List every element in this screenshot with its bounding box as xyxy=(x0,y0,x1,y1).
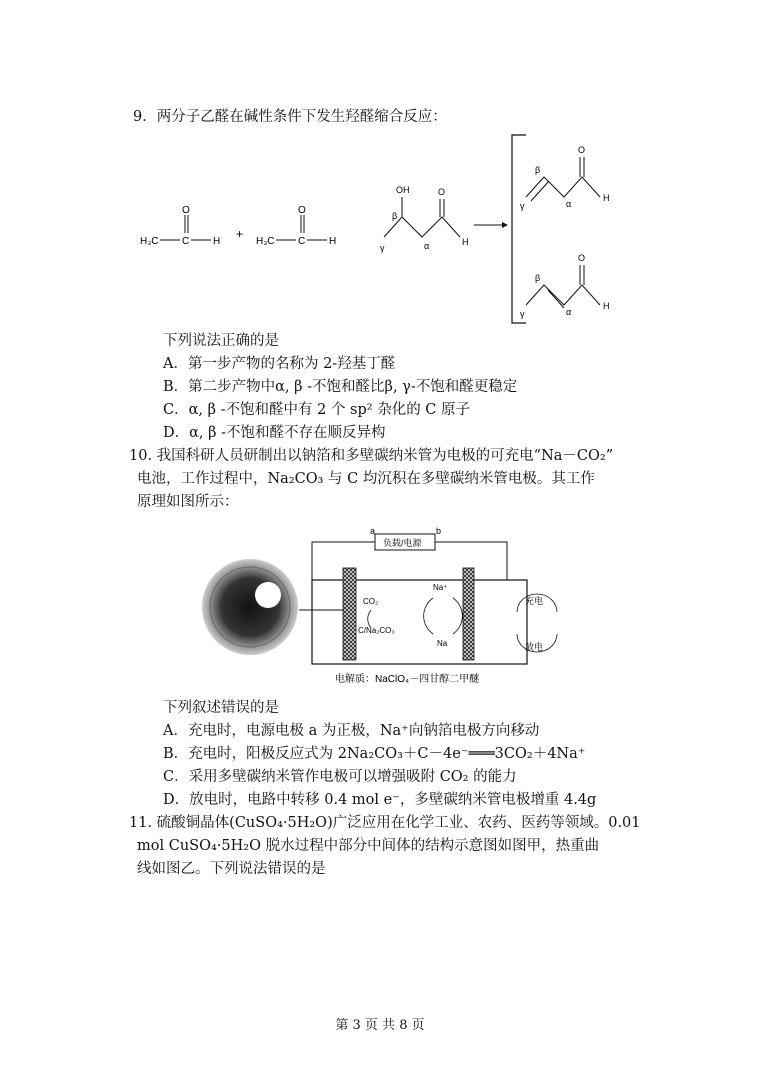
product-bracket xyxy=(512,135,526,323)
svg-text:β: β xyxy=(535,165,541,175)
svg-text:α: α xyxy=(424,241,430,251)
q9-option-d: D．α, β -不饱和醛不存在顺反异构 xyxy=(163,425,386,441)
svg-text:a: a xyxy=(370,526,376,536)
battery-diagram xyxy=(195,522,565,692)
co2-label: CO₂ xyxy=(363,597,379,606)
svg-text:H₃C: H₃C xyxy=(256,236,275,247)
q11-line3: 线如图乙。下列说法错误的是 xyxy=(137,861,326,877)
right-electrode xyxy=(463,568,474,660)
nanotube-cross-section xyxy=(202,559,345,655)
svg-text:α: α xyxy=(566,199,572,209)
beta-gamma-unsaturated-aldehyde xyxy=(520,145,610,211)
q10-option-a: A．充电时，电源电极 a 为正极，Na⁺向钠箔电极方向移动 xyxy=(163,723,540,739)
q10-stem-line3: 原理如图所示： xyxy=(137,494,239,510)
q10-option-b: B．充电时，阳极反应式为 2Na₂CO₃＋C－4e⁻═══3CO₂＋4Na⁺ xyxy=(163,746,586,762)
svg-text:H: H xyxy=(603,301,610,311)
svg-text:H: H xyxy=(213,236,221,247)
svg-text:b: b xyxy=(436,526,442,536)
q10-option-d: D．放电时，电路中转移 0.4 mol e⁻，多壁碳纳米管电极增重 4.4g xyxy=(163,792,597,808)
na-plus-label: Na⁺ xyxy=(433,583,448,592)
acetaldehyde-1 xyxy=(140,205,220,247)
c-na2co3-label: C/Na₂CO₃ xyxy=(358,626,395,635)
svg-text:γ: γ xyxy=(520,201,525,211)
svg-text:O: O xyxy=(578,253,586,263)
q9-stem: 9．两分子乙醛在碱性条件下发生羟醛缩合反应： xyxy=(133,109,447,125)
right-cycle-arrow-2 xyxy=(453,598,462,634)
q9-reaction-scheme xyxy=(130,125,650,330)
left-electrode xyxy=(343,568,356,660)
svg-text:H: H xyxy=(329,236,337,247)
aldol-product xyxy=(380,185,469,253)
reaction-arrow xyxy=(474,222,508,228)
svg-text:O: O xyxy=(298,205,306,216)
q10-stem-line2: 电池，工作过程中，Na₂CO₃ 与 C 均沉积在多壁碳纳米管电极。其工作 xyxy=(137,471,595,487)
q9-option-a: A．第一步产物的名称为 2-羟基丁醛 xyxy=(163,356,396,372)
na-label: Na xyxy=(437,639,448,648)
q9-option-c: C．α, β -不饱和醛中有 2 个 sp² 杂化的 C 原子 xyxy=(163,402,471,418)
svg-text:β: β xyxy=(535,273,541,283)
svg-text:β: β xyxy=(392,211,398,221)
svg-text:O: O xyxy=(578,145,586,155)
svg-text:C: C xyxy=(298,236,306,247)
page-footer: 第 3 页 共 8 页 xyxy=(335,1018,425,1033)
alpha-beta-unsaturated-aldehyde xyxy=(520,253,610,319)
q11-line2: mol CuSO₄·5H₂O 脱水过程中部分中间体的结构示意图如图甲，热重曲 xyxy=(137,838,600,854)
right-cycle-arrow-1 xyxy=(424,598,433,634)
acetaldehyde-2 xyxy=(256,205,336,247)
svg-text:放电: 放电 xyxy=(525,642,544,652)
svg-text:O: O xyxy=(182,205,190,216)
svg-text:负载/电源: 负载/电源 xyxy=(383,538,422,548)
plus-sign: + xyxy=(236,227,244,241)
svg-text:H: H xyxy=(603,193,610,203)
q10-stem-line1: 10. 我国科研人员研制出以钠箔和多壁碳纳米管为电极的可充电“Na－CO₂” xyxy=(129,448,614,464)
svg-text:OH: OH xyxy=(396,185,410,195)
svg-text:γ: γ xyxy=(520,309,525,319)
q11-line1: 11. 硫酸铜晶体(CuSO₄·5H₂O)广泛应用在化学工业、农药、医药等领域。0.01 xyxy=(129,815,641,831)
svg-text:H: H xyxy=(462,237,469,247)
svg-text:O: O xyxy=(438,187,446,197)
svg-text:C: C xyxy=(182,236,190,247)
charge-discharge-indicator xyxy=(517,594,557,652)
h3c-label: H₃C xyxy=(140,236,159,247)
q9-prompt: 下列说法正确的是 xyxy=(163,333,279,349)
electrolyte-label: 电解质：NaClO₄－四甘醇二甲醚 xyxy=(335,674,480,685)
q10-option-c: C．采用多壁碳纳米管作电极可以增强吸附 CO₂ 的能力 xyxy=(163,769,517,785)
external-circuit xyxy=(312,526,507,580)
svg-text:γ: γ xyxy=(380,243,385,253)
svg-text:充电: 充电 xyxy=(525,596,544,606)
q10-prompt: 下列叙述错误的是 xyxy=(163,700,279,716)
svg-text:α: α xyxy=(566,307,572,317)
q9-option-b: B．第二步产物中α, β -不饱和醛比β, γ-不饱和醛更稳定 xyxy=(163,379,518,395)
